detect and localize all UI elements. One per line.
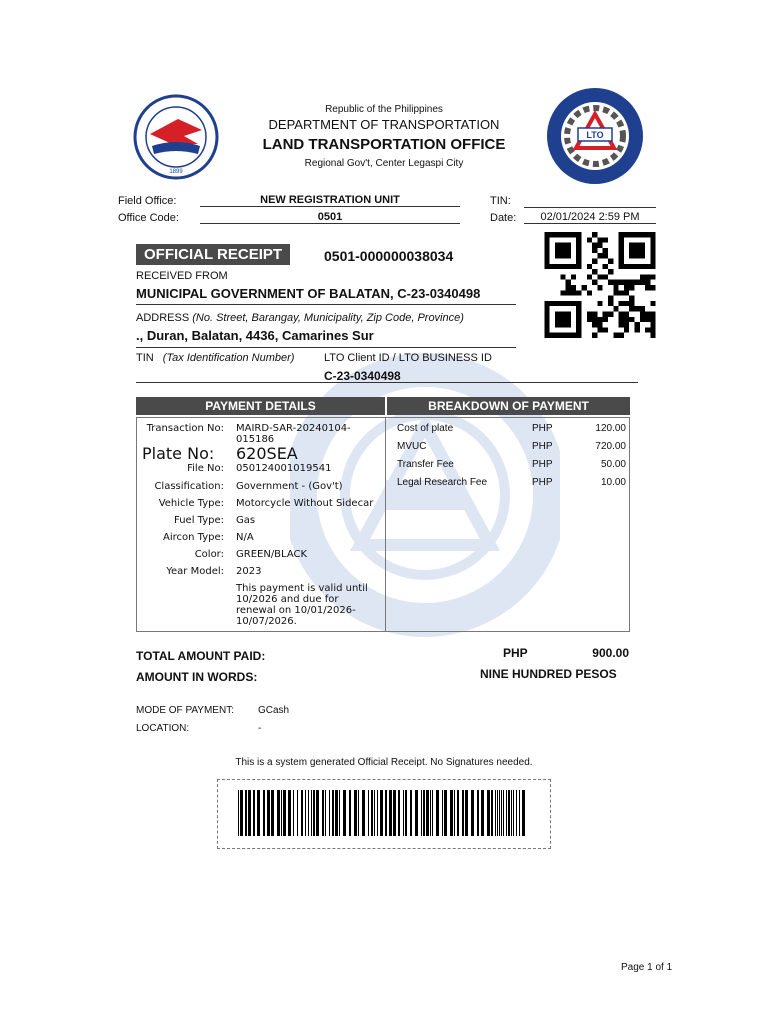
total-value: 900.00 [592, 646, 629, 660]
mode-label: MODE OF PAYMENT: [136, 705, 234, 716]
validity-note: This payment is valid until 10/2026 and due for renewal on 10/01/2026-10/07/2026. [236, 583, 368, 627]
office-title: LAND TRANSPORTATION OFFICE [262, 136, 506, 153]
official-receipt-title: OFFICIAL RECEIPT [136, 244, 290, 265]
page-label: Page [621, 962, 645, 973]
total-label: TOTAL AMOUNT PAID: [136, 649, 266, 663]
address-hint: (No. Street, Barangay, Municipality, Zip Code, Province) [192, 312, 464, 324]
detail-value: Gas [236, 515, 256, 526]
plate-label: Plate No: [142, 444, 215, 463]
detail-value: GREEN/BLACK [236, 549, 308, 560]
department-text: DEPARTMENT OF TRANSPORTATION [268, 117, 500, 132]
detail-label: Classification: [154, 481, 224, 492]
breakdown-item-label: Legal Research Fee [397, 477, 488, 488]
detail-value: Motorcycle Without Sidecar [236, 498, 374, 509]
date-label: Date: [490, 212, 517, 224]
lto-logo-center: LTO [586, 130, 604, 140]
breakdown-item-currency: PHP [532, 441, 553, 452]
qr-code [544, 232, 656, 338]
breakdown-item-amount: 720.00 [595, 441, 626, 452]
breakdown-item-amount: 120.00 [595, 423, 626, 434]
page-current: 1 [647, 962, 653, 973]
detail-value: 050124001019541 [236, 463, 332, 474]
tin-value [524, 194, 656, 208]
detail-label: File No: [187, 463, 224, 474]
breakdown-item-label: MVUC [397, 441, 427, 452]
system-note: This is a system generated Official Receipt. No Signatures needed. [235, 757, 533, 768]
receipt-tin-hint: (Tax Identification Number) [162, 352, 295, 364]
location-label: LOCATION: [136, 723, 190, 734]
page-of: of [655, 962, 664, 973]
detail-value: 2023 [236, 566, 262, 577]
transaction-label: Transaction No: [146, 423, 224, 434]
dotr-logo-year: 1899 [169, 169, 183, 175]
breakdown-item-amount: 10.00 [600, 477, 626, 488]
date-value: 02/01/2024 2:59 PM [524, 211, 656, 224]
office-code-value: 0501 [200, 211, 460, 224]
republic-text: Republic of the Philippines [325, 104, 443, 115]
detail-label: Color: [194, 549, 224, 560]
amount-words-value: NINE HUNDRED PESOS [480, 667, 617, 681]
detail-label: Fuel Type: [174, 515, 224, 526]
barcode-box [217, 779, 551, 849]
field-office-value: NEW REGISTRATION UNIT [200, 194, 460, 207]
mode-value: GCash [258, 705, 290, 716]
breakdown-item-currency: PHP [532, 423, 553, 434]
address-label: ADDRESS [136, 312, 190, 324]
breakdown-item-currency: PHP [532, 459, 553, 470]
client-id-value: C-23-0340498 [324, 369, 401, 383]
office-code-label: Office Code: [118, 212, 179, 224]
receipt-number: 0501-000000038034 [324, 248, 454, 264]
location-value: - [258, 723, 262, 734]
receipt-tin-label: TIN [136, 352, 154, 364]
transaction-value: MAIRD-SAR-20240104-015186 [236, 423, 351, 445]
barcode [218, 780, 550, 848]
plate-value: 620SEA [236, 444, 298, 463]
client-id-label: LTO Client ID / LTO BUSINESS ID [324, 352, 492, 364]
address-value: ., Duran, Balatan, 4436, Camarines Sur [136, 328, 516, 348]
breakdown-heading: BREAKDOWN OF PAYMENT [387, 397, 630, 415]
breakdown-item-label: Transfer Fee [397, 459, 454, 470]
regional-text: Regional Gov't, Center Legaspi City [304, 158, 464, 169]
tin-label: TIN: [490, 195, 511, 207]
detail-label: Year Model: [166, 566, 224, 577]
page-total: 1 [666, 962, 673, 973]
field-office-label: Field Office: [118, 195, 177, 207]
breakdown-item-amount: 50.00 [600, 459, 626, 470]
total-currency: PHP [503, 646, 528, 660]
page-indicator [621, 962, 672, 973]
received-from-label: RECEIVED FROM [136, 270, 228, 282]
tin-row [136, 352, 294, 364]
detail-value: N/A [236, 532, 254, 543]
detail-label: Aircon Type: [163, 532, 224, 543]
breakdown-item-currency: PHP [532, 477, 553, 488]
detail-label: Vehicle Type: [158, 498, 224, 509]
address-label-row [136, 312, 464, 324]
amount-words-label: AMOUNT IN WORDS: [136, 670, 258, 684]
payment-details-heading: PAYMENT DETAILS [136, 397, 385, 415]
detail-value: Government - (Gov't) [236, 481, 343, 492]
received-from-value: MUNICIPAL GOVERNMENT OF BALATAN, C-23-0340498 [136, 286, 516, 305]
breakdown-item-label: Cost of plate [397, 423, 454, 434]
